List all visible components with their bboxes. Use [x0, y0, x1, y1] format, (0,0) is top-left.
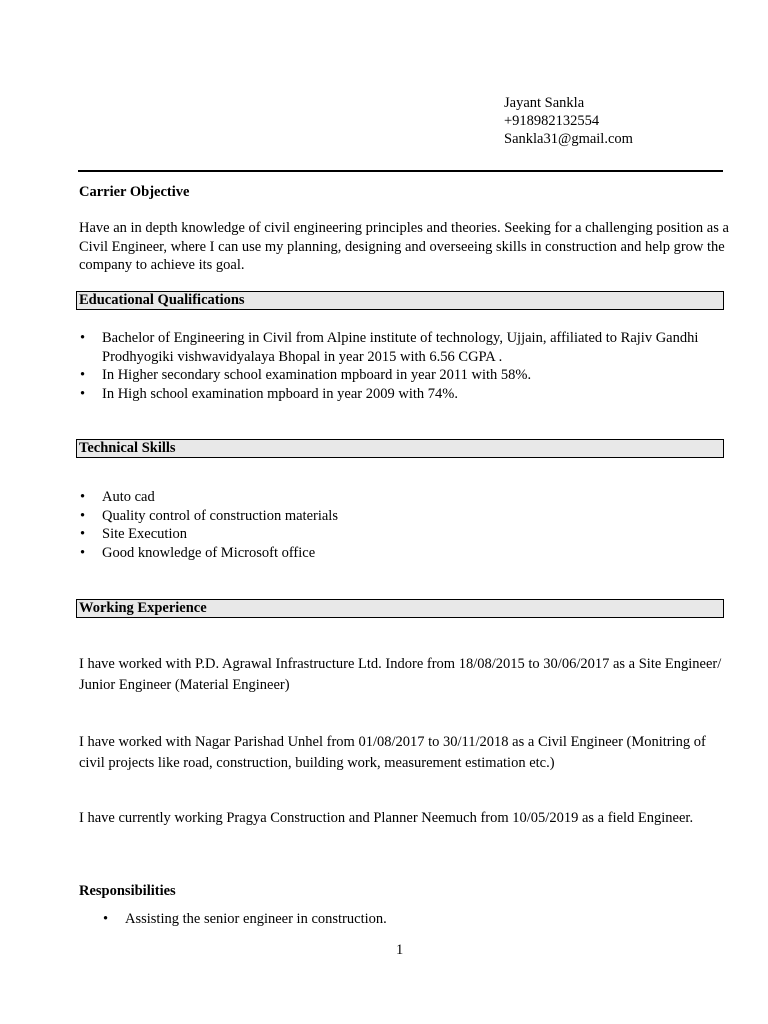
responsibilities-heading: Responsibilities: [79, 883, 176, 899]
experience-entry: I have currently working Pragya Construction and Planner Neemuch from 10/05/2019 as a field Engineer.: [79, 810, 694, 826]
list-item: [80, 525, 710, 544]
header-divider: [78, 170, 723, 172]
responsibilities-list: [103, 910, 703, 929]
experience-entry: I have worked with Nagar Parishad Unhel from 01/08/2017 to 30/11/2018 as a Civil Engineer (Monitring of civil projects like road, construction, building work, measurement estimation etc.): [79, 734, 706, 771]
list-item: [80, 544, 710, 563]
skill-item-text: Site Execution: [102, 526, 187, 542]
contact-phone: +918982132554: [504, 113, 600, 129]
bullet-icon: •: [80, 367, 86, 383]
list-item: [80, 507, 710, 526]
list-item: [103, 910, 703, 929]
education-item-text: In Higher secondary school examination mpboard in year 2011 with 58%.: [102, 367, 532, 383]
bullet-icon: •: [103, 911, 109, 927]
page-number: 1: [396, 942, 404, 958]
skills-list: [80, 488, 710, 562]
skill-item-text: Quality control of construction materials: [102, 507, 338, 524]
objective-text: Have an in depth knowledge of civil engineering principles and theories. Seeking for a challenging position as a Civil Engineer, where I can use my planning, designing and overseeing skills in construction and help grow the company to achieve its goal.: [79, 220, 729, 273]
skills-heading: Technical Skills: [76, 439, 724, 458]
bullet-icon: •: [80, 544, 86, 561]
contact-email: Sankla31@gmail.com: [504, 131, 633, 147]
skill-item-text: Auto cad: [102, 489, 155, 505]
contact-name: Jayant Sankla: [504, 95, 585, 111]
experience-entry: I have worked with P.D. Agrawal Infrastructure Ltd. Indore from 18/08/2015 to 30/06/2017 as a Site Engineer/ Junior Engineer (Material Engineer): [79, 656, 722, 693]
education-list: [80, 329, 710, 403]
bullet-icon: •: [80, 507, 86, 524]
responsibility-item-text: Assisting the senior engineer in construction.: [125, 911, 387, 927]
contact-block: [504, 94, 633, 148]
bullet-icon: •: [80, 489, 86, 505]
list-item: [80, 329, 710, 366]
list-item: [80, 385, 710, 404]
education-item-text: In High school examination mpboard in year 2009 with 74%.: [102, 385, 458, 402]
bullet-icon: •: [80, 385, 86, 402]
list-item: [80, 366, 710, 385]
education-item-text: Bachelor of Engineering in Civil from Alpine institute of technology, Ujjain, affiliated to Rajiv Gandhi Prodhyogiki vishwavidyalaya Bhopal in year 2015 with 6.56 CGPA .: [102, 330, 699, 365]
experience-heading: Working Experience: [76, 599, 724, 618]
objective-heading: Carrier Objective: [79, 184, 190, 200]
list-item: [80, 488, 710, 507]
education-heading: Educational Qualifications: [76, 291, 724, 310]
bullet-icon: •: [80, 330, 86, 346]
bullet-icon: •: [80, 526, 86, 542]
skill-item-text: Good knowledge of Microsoft office: [102, 544, 316, 561]
